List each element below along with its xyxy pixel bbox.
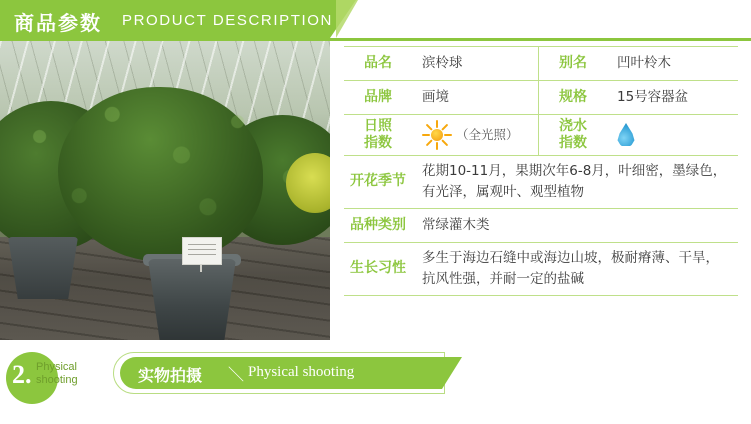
spec-label-sunlight-index (344, 115, 412, 155)
spec-label-watering-line2: 指数 (559, 135, 587, 151)
spec-value-variety-category: 常绿灌木类 (422, 216, 490, 233)
photo-pot-left (8, 237, 78, 299)
section-title-cn: 实物拍摄 (138, 366, 203, 385)
section-title-en: Physical shooting (248, 364, 355, 380)
sun-ray-icon (441, 139, 448, 146)
spec-value-alias: 凹叶柃木 (617, 55, 671, 72)
header-title-cn: 商品参数 (14, 11, 102, 35)
spec-label-brand: 品牌 (364, 88, 392, 105)
water-drop-icon (617, 123, 635, 147)
photo-label-tag-text (188, 244, 216, 258)
spec-value-product-name: 滨柃球 (422, 55, 463, 72)
spec-label-watering-index (538, 115, 607, 155)
spec-label-specification: 规格 (538, 81, 607, 114)
spec-label-growth-habit: 生长习性 (350, 260, 406, 277)
section-number-caption-line2: shooting (36, 373, 78, 386)
sun-ray-icon (426, 124, 433, 131)
spec-label-product-name: 品名 (364, 54, 392, 71)
sun-ray-icon (436, 142, 438, 150)
section-number: 2. (12, 360, 32, 389)
sun-ray-icon (422, 134, 430, 136)
spec-table (344, 46, 738, 296)
section-title-separator: ＼ (228, 367, 245, 384)
sun-ray-icon (436, 120, 438, 128)
photo-pot-main (148, 259, 236, 340)
table-row (344, 80, 738, 114)
spec-label-flowering-season: 开花季节 (350, 173, 406, 190)
header-title-en: PRODUCT DESCRIPTION (122, 12, 333, 29)
table-row (344, 114, 738, 155)
spec-label-variety-category: 品种类别 (350, 216, 406, 233)
product-photo (0, 41, 330, 340)
sun-icon (422, 120, 452, 150)
spec-label-watering-line1: 浇水 (559, 117, 587, 134)
spec-value-specification: 15号容器盆 (617, 89, 689, 106)
section-footer (0, 348, 751, 406)
page-header (0, 0, 751, 38)
spec-value-sunlight-note: （全光照） (456, 127, 519, 143)
section-number-caption-line1: Physical (36, 361, 77, 373)
spec-value-sunlight-index (412, 115, 538, 155)
sun-ray-icon (426, 139, 433, 146)
spec-value-growth-habit: 多生于海边石缝中或海边山坡，极耐瘠薄、干旱，抗风性强，并耐一定的盐碱 (422, 249, 719, 287)
header-accent-shape (336, 0, 358, 38)
spec-label-alias: 别名 (538, 47, 607, 80)
table-row (344, 242, 738, 296)
sun-ray-icon (441, 124, 448, 131)
section-number-caption (36, 361, 110, 386)
spec-value-brand: 画境 (422, 89, 449, 106)
table-row (344, 208, 738, 242)
photo-label-tag (182, 237, 222, 265)
spec-label-sunlight-line1: 日照 (364, 117, 392, 134)
section-banner-tail (442, 357, 462, 389)
table-row (344, 155, 738, 208)
spec-label-sunlight-line2: 指数 (364, 135, 392, 151)
spec-value-watering-index (607, 115, 738, 155)
spec-value-flowering-season: 花期10-11月，果期次年6-8月，叶细密，墨绿色，有光泽，属观叶、观型植物 (422, 163, 727, 200)
table-row (344, 46, 738, 80)
sun-ray-icon (444, 134, 452, 136)
